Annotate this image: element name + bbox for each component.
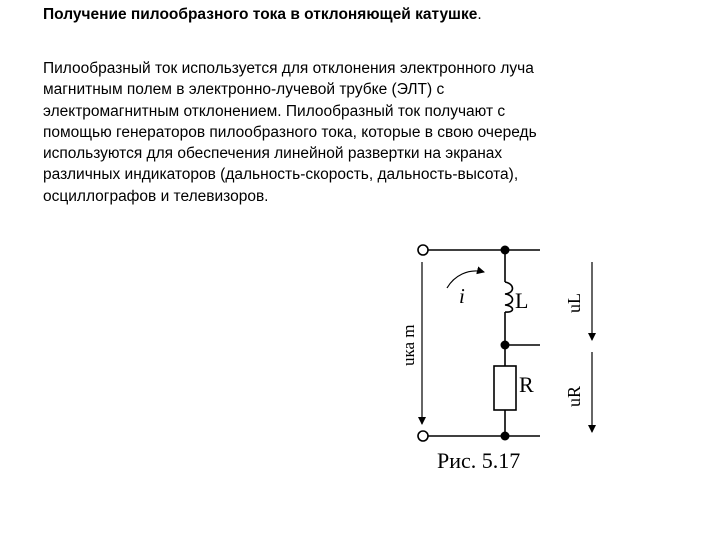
paragraph-line-4: помощью генераторов пилообразного тока, которые в свою очередь [43,123,537,141]
paragraph-line-3: электромагнитным отклонением. Пилообразный ток получают с [43,102,506,120]
junction-dot-top [501,246,510,255]
paragraph-line-7: осциллографов и телевизоров. [43,187,269,205]
inductor-coil [505,282,513,312]
paragraph-line-1: Пилообразный ток используется для отклонения электронного луча [43,60,534,77]
current-label: i [459,284,465,308]
terminal-bottom [418,431,428,441]
voltage-label-total: uка m [399,324,418,366]
figure-caption: Рис. 5.17 [437,448,521,473]
junction-dot-middle [501,341,510,350]
voltage-label-inductor: uL [564,293,584,313]
paragraph-line-2: магнитным полем в электронно-лучевой трубке (ЭЛТ) с [43,81,445,99]
paragraph-line-5: используются для обеспечения линейной развертки на экранах [43,145,503,163]
title-main: Получение пилообразного тока в отклоняющей катушке [43,6,478,23]
resistor-body [494,366,516,410]
inductor-label: L [515,288,529,313]
current-arrow [447,271,484,288]
terminal-top [418,245,428,255]
title-period: . [477,6,482,23]
voltage-label-resistor: uR [564,385,584,407]
paragraph-line-6: различных индикаторов (дальность-скорость, дальность-высота), [43,166,519,184]
resistor-label: R [519,372,534,397]
junction-dot-bottom [501,432,510,441]
